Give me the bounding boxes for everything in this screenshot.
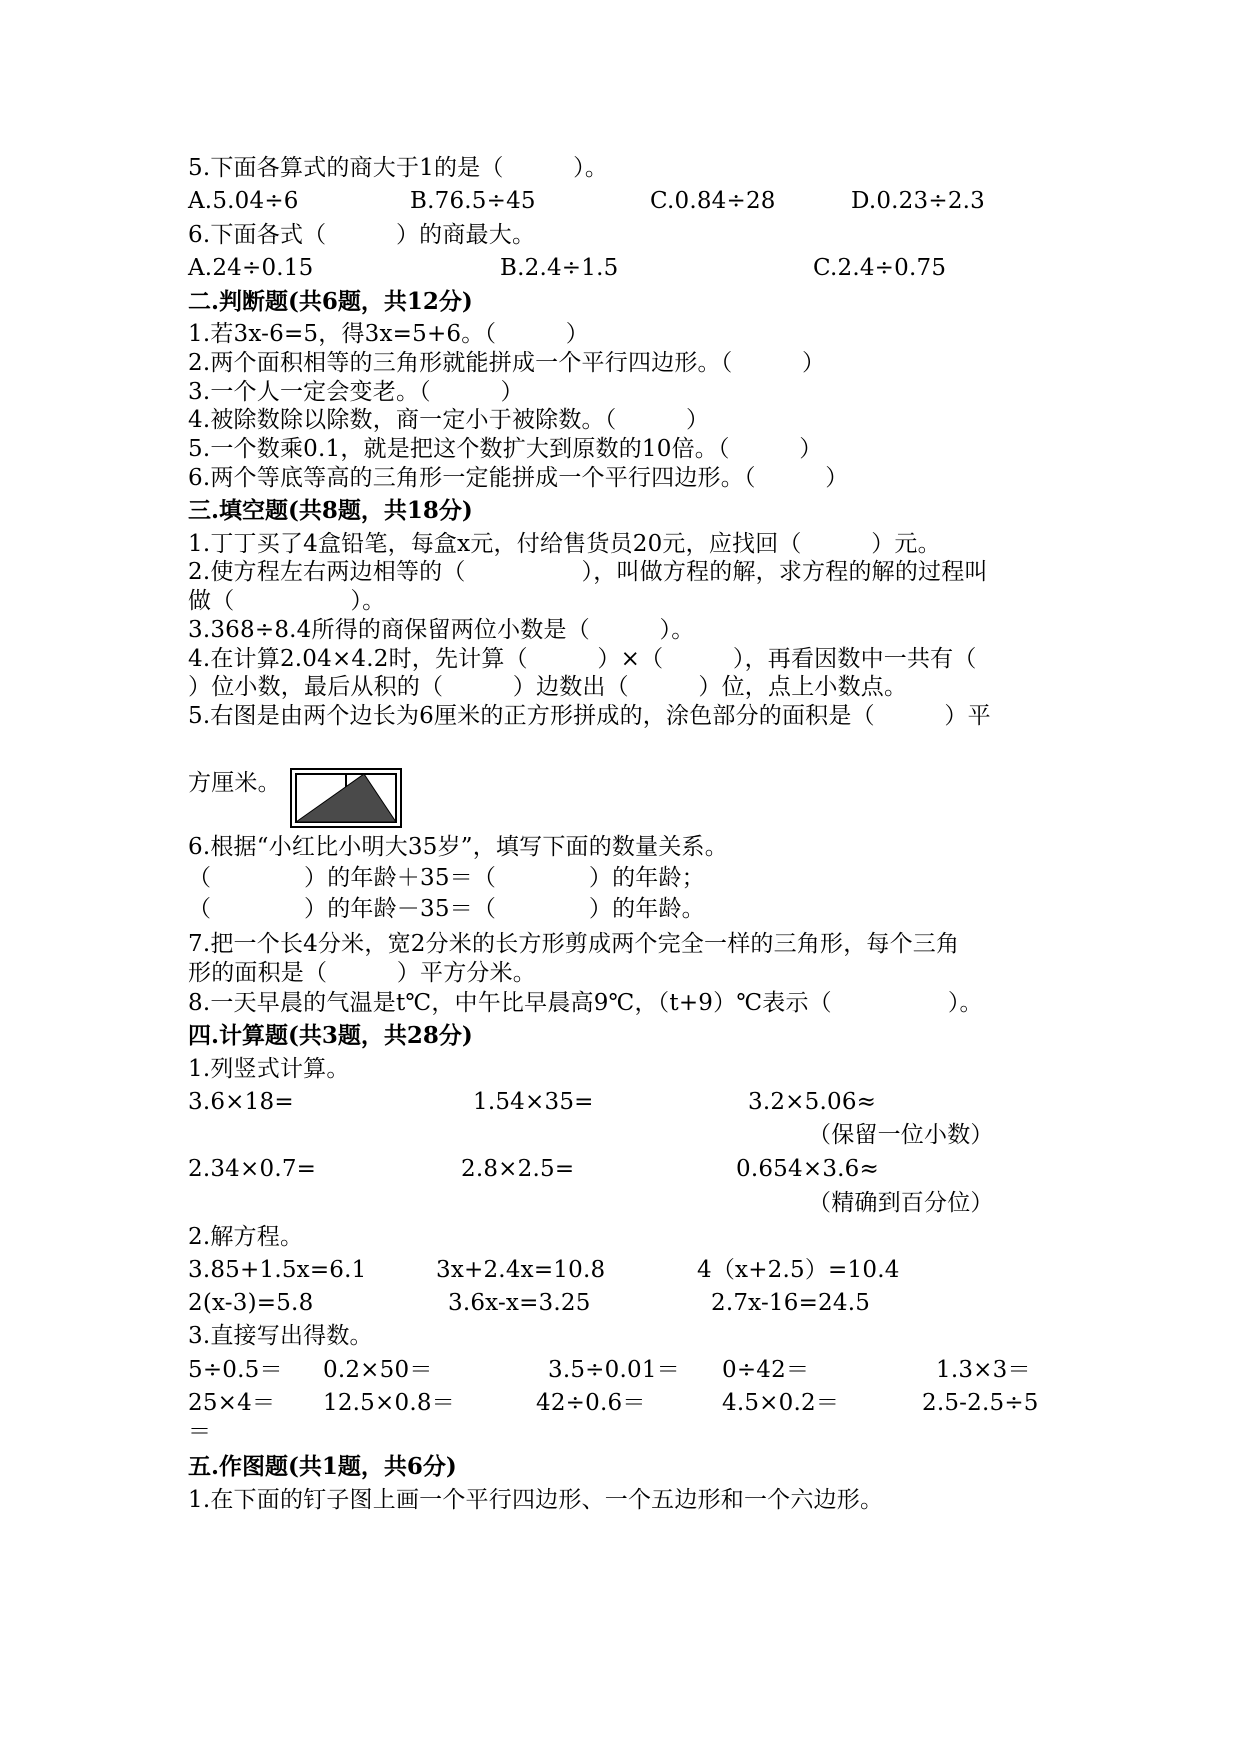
calc-q3-title: 3.直接写出得数。 <box>188 1323 373 1349</box>
calc-row2-b: 2.8×2.5= <box>461 1156 575 1182</box>
choice-q6-option-b: B.2.4÷1.5 <box>500 255 619 281</box>
direct-1: 5÷0.5＝ <box>188 1357 283 1383</box>
fill-q6-line3: （ ）的年龄－35＝（ ）的年龄。 <box>188 896 705 922</box>
equation-3: 4（x+2.5）=10.4 <box>697 1257 900 1283</box>
choice-q5-option-a: A.5.04÷6 <box>188 188 299 214</box>
direct-4: 0÷42＝ <box>722 1357 810 1383</box>
direct-8: 42÷0.6＝ <box>536 1390 646 1416</box>
direct-6: 25×4＝ <box>188 1390 276 1416</box>
judge-item-5: 5.一个数乘0.1，就是把这个数扩大到原数的10倍。（ ） <box>188 436 823 462</box>
direct-3: 3.5÷0.01＝ <box>548 1357 680 1383</box>
judge-heading: 二.判断题(共6题，共12分) <box>188 288 473 315</box>
fill-q1: 1.丁丁买了4盒铅笔，每盒x元，付给售货员20元，应找回（ ）元。 <box>188 531 941 557</box>
calc-row2-c: 0.654×3.6≈ <box>736 1156 879 1182</box>
equation-6: 2.7x-16=24.5 <box>711 1290 871 1316</box>
equation-2: 3x+2.4x=10.8 <box>436 1257 606 1283</box>
judge-item-4: 4.被除数除以除数，商一定小于被除数。（ ） <box>188 407 710 433</box>
fill-q7-line2: 形的面积是（ ）平方分米。 <box>188 960 536 986</box>
fill-q2-line1: 2.使方程左右两边相等的（ ），叫做方程的解，求方程的解的过程叫 <box>188 559 988 585</box>
calc-row1-a: 3.6×18= <box>188 1089 294 1115</box>
calc-row2-note: （精确到百分位） <box>808 1190 994 1216</box>
calc-q1-title: 1.列竖式计算。 <box>188 1056 350 1082</box>
choice-q5-option-c: C.0.84÷28 <box>650 188 776 214</box>
direct-2: 0.2×50＝ <box>323 1357 433 1383</box>
choice-q6-option-c: C.2.4÷0.75 <box>813 255 947 281</box>
fill-q5-line2: 方厘米。 <box>188 770 281 796</box>
calc-row1-note: （保留一位小数） <box>808 1122 994 1148</box>
calc-row2-a: 2.34×0.7= <box>188 1156 317 1182</box>
direct-10: 2.5-2.5÷5 <box>922 1390 1039 1416</box>
choice-q5-option-d: D.0.23÷2.3 <box>851 188 985 214</box>
fill-heading: 三.填空题(共8题，共18分) <box>188 497 473 524</box>
choice-q5-option-b: B.76.5÷45 <box>410 188 536 214</box>
fill-q6-line1: 6.根据“小红比小明大35岁”，填写下面的数量关系。 <box>188 834 728 860</box>
fill-q3: 3.368÷8.4所得的商保留两位小数是（ ）。 <box>188 617 695 643</box>
judge-item-3: 3.一个人一定会变老。（ ） <box>188 379 524 405</box>
direct-9: 4.5×0.2＝ <box>722 1390 840 1416</box>
equation-5: 3.6x-x=3.25 <box>448 1290 591 1316</box>
two-squares-figure <box>290 768 402 828</box>
fill-q7-line1: 7.把一个长4分米，宽2分米的长方形剪成两个完全一样的三角形，每个三角 <box>188 931 960 957</box>
choice-q6-stem: 6.下面各式（ ）的商最大。 <box>188 222 536 248</box>
draw-heading: 五.作图题(共1题，共6分) <box>188 1453 457 1480</box>
judge-item-6: 6.两个等底等高的三角形一定能拼成一个平行四边形。（ ） <box>188 465 849 491</box>
direct-7: 12.5×0.8＝ <box>323 1390 455 1416</box>
direct-5: 1.3×3＝ <box>936 1357 1031 1383</box>
calc-heading: 四.计算题(共3题，共28分) <box>188 1022 473 1049</box>
calc-row1-b: 1.54×35= <box>473 1089 594 1115</box>
equation-1: 3.85+1.5x=6.1 <box>188 1257 367 1283</box>
fill-q4-line2: ）位小数，最后从积的（ ）边数出（ ）位，点上小数点。 <box>188 674 908 700</box>
choice-q6-option-a: A.24÷0.15 <box>188 255 314 281</box>
fill-q4-line1: 4.在计算2.04×4.2时，先计算（ ）×（ ），再看因数中一共有（ <box>188 646 977 672</box>
fill-q2-line2: 做（ ）。 <box>188 588 386 614</box>
draw-q1: 1.在下面的钉子图上画一个平行四边形、一个五边形和一个六边形。 <box>188 1487 884 1513</box>
calc-row1-c: 3.2×5.06≈ <box>748 1089 877 1115</box>
judge-item-1: 1.若3x-6=5，得3x=5+6。（ ） <box>188 321 589 347</box>
judge-item-2: 2.两个面积相等的三角形就能拼成一个平行四边形。（ ） <box>188 350 826 376</box>
direct-10-wrap: ＝ <box>188 1419 212 1445</box>
fill-q8: 8.一天早晨的气温是t℃，中午比早晨高9℃，（t+9）℃表示（ ）。 <box>188 990 983 1016</box>
fill-q5-line1: 5.右图是由两个边长为6厘米的正方形拼成的，涂色部分的面积是（ ）平 <box>188 703 991 729</box>
calc-q2-title: 2.解方程。 <box>188 1224 304 1250</box>
equation-4: 2(x-3)=5.8 <box>188 1290 314 1316</box>
fill-q6-line2: （ ）的年龄＋35＝（ ）的年龄； <box>188 865 705 891</box>
choice-q5-stem: 5.下面各算式的商大于1的是（ ）。 <box>188 155 609 181</box>
